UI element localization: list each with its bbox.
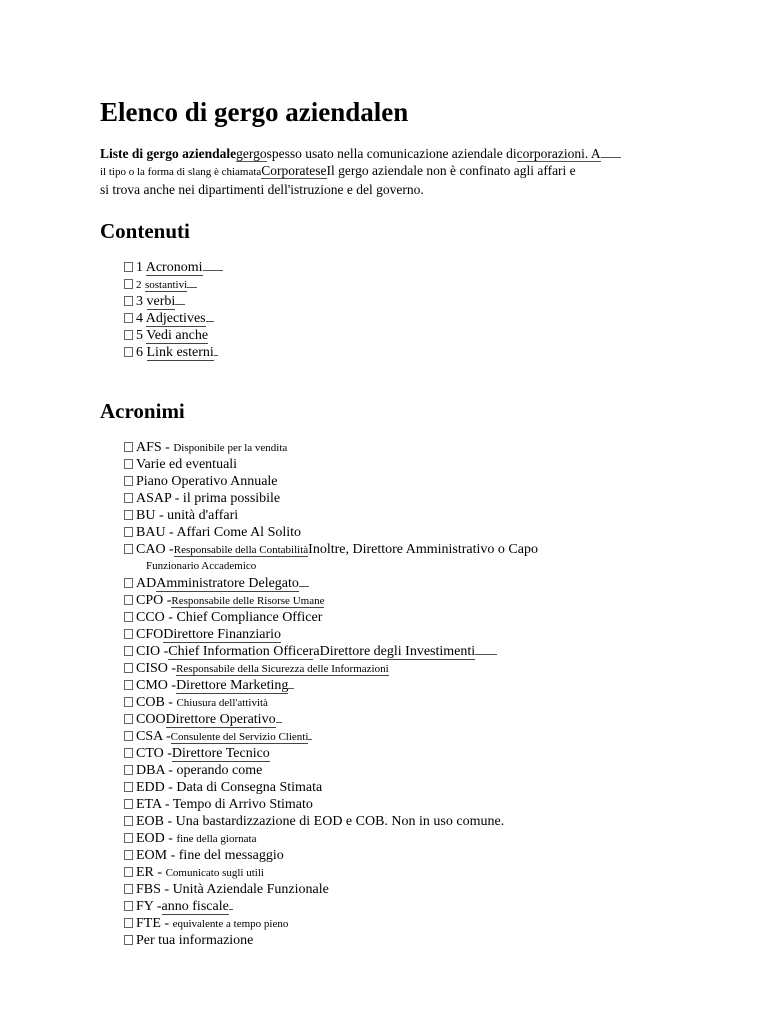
acronym-text: ETA - Tempo di Arrivo Stimato (136, 797, 313, 812)
acronym-item (124, 524, 538, 541)
bullet-icon (124, 850, 133, 860)
acronym-continuation: Funzionario Accademico (146, 560, 257, 572)
acronym-abbr: CSA - (136, 729, 171, 744)
toc-number: 5 (136, 328, 143, 343)
acronym-text: EDD - Data di Consegna Stimata (136, 780, 323, 795)
acronym-item (124, 796, 538, 813)
acronym-item (124, 881, 538, 898)
contents-list (124, 259, 223, 361)
page-title: Elenco di gergo aziendalen (100, 97, 409, 127)
acronym-link[interactable]: Consulente del Servizio Clienti (170, 731, 309, 743)
acronym-desc: Chiusura dell'attività (176, 697, 268, 709)
acronym-text: EOB - Una bastardizzazione di EOD e COB. Non in uso comune. (136, 814, 505, 829)
bullet-icon (124, 629, 133, 639)
toc-number: 1 (136, 260, 143, 275)
acronym-text: DBA - operando come (136, 763, 263, 778)
intro-small-text: il tipo o la forma di slang è chiamata (100, 166, 262, 178)
acronym-abbr: CTO - (136, 746, 172, 761)
toc-item[interactable] (124, 310, 223, 327)
acronym-abbr: CIO - (136, 644, 169, 659)
acronym-item (124, 643, 538, 660)
acronym-item (124, 609, 538, 626)
acronym-text: CCO - Chief Compliance Officer (136, 610, 323, 625)
acronym-link[interactable]: Direttore Finanziario (163, 627, 282, 642)
acronym-link[interactable]: Direttore Operativo (165, 712, 276, 727)
acronym-item (124, 915, 538, 932)
acronym-abbr: COB - (136, 695, 177, 710)
bullet-icon (124, 833, 133, 843)
intro-link-corporatese[interactable]: Corporatese (261, 163, 327, 178)
intro-line-3: si trova anche nei dipartimenti dell'istruzione e del governo. (100, 182, 424, 197)
acronym-item (124, 456, 538, 473)
acronym-link[interactable]: Chief Information Officer (168, 644, 314, 659)
acronym-rest: a (313, 644, 320, 659)
bullet-icon (124, 884, 133, 894)
toc-link[interactable]: Vedi anche (146, 328, 209, 343)
bullet-icon (124, 816, 133, 826)
bullet-icon (124, 330, 133, 340)
bullet-icon (124, 510, 133, 520)
bullet-icon (124, 527, 133, 537)
bullet-icon (124, 544, 133, 554)
acronym-abbr: CPO - (136, 593, 172, 608)
bullet-icon (124, 347, 133, 357)
acronym-item (124, 762, 538, 779)
acronym-item (124, 779, 538, 796)
bullet-icon (124, 279, 133, 289)
acronym-text: FBS - Unità Aziendale Funzionale (136, 882, 329, 897)
acronym-item (124, 711, 538, 728)
toc-link[interactable]: Link esterni (146, 345, 214, 360)
acronym-abbr: CAO - (136, 542, 174, 557)
acronym-item (124, 473, 538, 490)
acronym-item (124, 813, 538, 830)
acronym-item (124, 507, 538, 524)
acronym-abbr: FTE - (136, 916, 173, 931)
acronym-text: Per tua informazione (136, 933, 254, 948)
acronym-link[interactable]: anno fiscale (161, 899, 229, 914)
bullet-icon (124, 765, 133, 775)
acronym-text: Varie ed eventuali (136, 457, 238, 472)
bullet-icon (124, 493, 133, 503)
toc-number: 6 (136, 345, 143, 360)
acronym-desc: Comunicato sugli utili (165, 867, 264, 879)
toc-link[interactable]: Adjectives (145, 311, 206, 326)
acronym-abbr: AFS - (136, 440, 174, 455)
bullet-icon (124, 663, 133, 673)
acronym-item (124, 898, 538, 915)
bullet-icon (124, 442, 133, 452)
acronym-item (124, 541, 538, 575)
toc-number: 4 (136, 311, 143, 326)
acronym-item (124, 677, 538, 694)
acronym-rest: Inoltre, Direttore Amministrativo o Capo (308, 542, 538, 557)
acronym-text: BU - unità d'affari (136, 508, 239, 523)
bullet-icon (124, 612, 133, 622)
bullet-icon (124, 918, 133, 928)
acronym-item (124, 864, 538, 881)
acronym-item (124, 660, 538, 677)
bullet-icon (124, 935, 133, 945)
bullet-icon (124, 313, 133, 323)
toc-number: 2 (136, 279, 142, 291)
acronym-abbr: CMO - (136, 678, 177, 693)
intro-paragraph (100, 145, 660, 198)
acronym-abbr: CISO - (136, 661, 177, 676)
acronym-item (124, 694, 538, 711)
acronym-item (124, 745, 538, 762)
toc-number: 3 (136, 294, 143, 309)
bullet-icon (124, 262, 133, 272)
acronym-abbr: EOD - (136, 831, 177, 846)
acronym-link-2[interactable]: Direttore degli Investimenti (319, 644, 476, 659)
acronym-abbr: CFO (136, 627, 164, 642)
intro-text-2: Il gergo aziendale non è confinato agli affari e (326, 163, 576, 178)
bullet-icon (124, 714, 133, 724)
toc-item[interactable] (124, 327, 223, 344)
toc-link[interactable]: verbi (146, 294, 176, 309)
bullet-icon (124, 476, 133, 486)
bullet-icon (124, 595, 133, 605)
acronym-item (124, 439, 538, 456)
bullet-icon (124, 697, 133, 707)
acronym-text: BAU - Affari Come Al Solito (136, 525, 302, 540)
bullet-icon (124, 646, 133, 656)
acronyms-heading: Acronimi (100, 399, 185, 423)
acronym-link[interactable]: Amministratore Delegato (156, 576, 299, 591)
bullet-icon (124, 731, 133, 741)
intro-line-1 (100, 145, 660, 162)
acronym-desc: fine della giornata (176, 833, 257, 845)
toc-item[interactable] (124, 344, 223, 361)
bullet-icon (124, 680, 133, 690)
acronym-item (124, 932, 538, 949)
acronym-abbr: COO (136, 712, 166, 727)
acronym-item (124, 490, 538, 507)
bullet-icon (124, 459, 133, 469)
acronym-text: EOM - fine del messaggio (136, 848, 284, 863)
bullet-icon (124, 867, 133, 877)
toc-item[interactable] (124, 259, 223, 276)
intro-text-1: spesso usato nella comunicazione aziendale di (266, 146, 517, 161)
bullet-icon (124, 578, 133, 588)
acronym-link[interactable]: Direttore Marketing (176, 678, 289, 693)
acronym-text: ASAP - il prima possibile (136, 491, 281, 506)
intro-bold-term: Liste di gergo aziendale (100, 146, 237, 161)
acronym-desc: equivalente a tempo pieno (172, 918, 289, 930)
acronym-item (124, 626, 538, 643)
acronym-link[interactable]: Responsabile delle Risorse Umane (171, 595, 325, 607)
acronym-item (124, 830, 538, 847)
bullet-icon (124, 782, 133, 792)
acronym-item (124, 728, 538, 745)
intro-link-gergo[interactable]: gergo (236, 146, 267, 161)
acronym-item (124, 847, 538, 864)
toc-link[interactable]: sostantivi (145, 279, 188, 291)
toc-link[interactable]: Acronomi (145, 260, 203, 275)
bullet-icon (124, 296, 133, 306)
bullet-icon (124, 901, 133, 911)
acronym-link[interactable]: Responsabile della Sicurezza delle Informazioni (176, 663, 389, 675)
acronym-abbr: ER - (136, 865, 166, 880)
acronym-text: Piano Operativo Annuale (136, 474, 278, 489)
acronym-abbr: FY - (136, 899, 162, 914)
bullet-icon (124, 748, 133, 758)
acronym-item (124, 592, 538, 609)
bullet-icon (124, 799, 133, 809)
intro-line-2 (100, 162, 660, 181)
toc-item[interactable] (124, 276, 223, 293)
intro-link-corporazioni[interactable]: corporazioni. A (516, 146, 601, 161)
acronym-abbr: AD (136, 576, 157, 591)
acronym-link[interactable]: Responsabile della Contabilità (173, 544, 309, 556)
toc-item[interactable] (124, 293, 223, 310)
acronym-link[interactable]: Direttore Tecnico (171, 746, 270, 761)
contents-heading: Contenuti (100, 219, 190, 243)
acronym-desc: Disponibile per la vendita (173, 442, 288, 454)
acronym-item (124, 575, 538, 592)
acronyms-list (124, 439, 538, 949)
